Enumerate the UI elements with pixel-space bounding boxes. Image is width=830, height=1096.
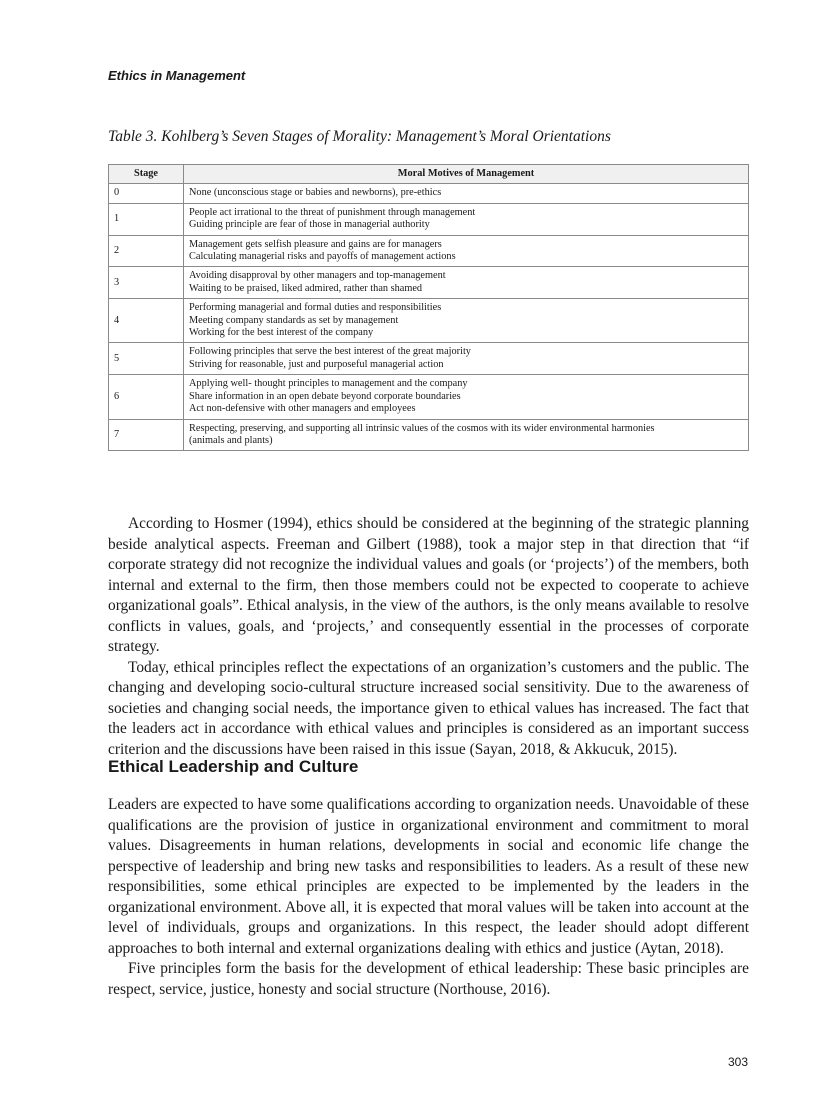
motives-cell	[184, 184, 749, 203]
stage-cell: 6	[109, 375, 184, 419]
table-header-row	[109, 165, 749, 184]
paragraph: Leaders are expected to have some qualifications according to organization needs. Unavoidable of these qualifications are the provision of justice in organizational environment and commitment to moral values. Disagreements in human relations, developments in social and economic life change the perspective of leadership and bring new tasks and responsibilities to leaders. As a result of these new responsibilities, some ethical principles are expected to be implemented by the leaders in the organizational environment. Above all, it is expected that moral values will be taken into account at the level of individuals, groups and organizations. In this respect, the leader should adopt different approaches to both internal and external organizations dealing with ethics and justice (Aytan, 2018).	[108, 796, 749, 957]
motive-line: None (unconscious stage or babies and newborns), pre-ethics	[189, 187, 442, 199]
motives-cell	[184, 267, 749, 299]
stage-cell: 5	[109, 343, 184, 375]
motive-line: Working for the best interest of the company	[189, 327, 374, 339]
paragraph: Today, ethical principles reflect the expectations of an organization’s customers and the public. The changing and developing socio-cultural structure increased social sensitivity. Due to the awareness of societies and changing social needs, the importance given to ethical values has increased. The fact that the leaders act in accordance with ethical values and principles is considered as an important success criterion and the discussions have been raised in this issue (Sayan, 2018, & Akkucuk, 2015).	[108, 658, 749, 759]
page-number: 303	[727, 1055, 748, 1069]
motive-line: Following principles that serve the best interest of the great majority	[189, 346, 471, 358]
table-caption: Table 3. Kohlberg’s Seven Stages of Morality: Management’s Moral Orientations	[108, 128, 611, 145]
motive-line: People act irrational to the threat of punishment through management	[189, 206, 476, 218]
motives-cell	[184, 419, 749, 451]
table-row	[109, 419, 749, 451]
section-heading: Ethical Leadership and Culture	[108, 757, 359, 776]
stage-cell: 4	[109, 299, 184, 343]
motive-line: Guiding principle are fear of those in managerial authority	[189, 219, 430, 231]
table-row	[109, 299, 749, 343]
motives-cell	[184, 203, 749, 235]
motive-line: Performing managerial and formal duties and responsibilities	[189, 302, 442, 314]
stage-cell: 2	[109, 235, 184, 267]
motive-line: Waiting to be praised, liked admired, rather than shamed	[189, 282, 423, 294]
motives-cell	[184, 299, 749, 343]
stage-cell: 1	[109, 203, 184, 235]
motive-line: (animals and plants)	[189, 434, 273, 446]
paragraph: Five principles form the basis for the development of ethical leadership: These basic principles are respect, service, justice, honesty and social structure (Northouse, 2016).	[108, 960, 749, 998]
motive-line: Calculating managerial risks and payoffs of management actions	[189, 251, 456, 263]
table-row	[109, 203, 749, 235]
table-row	[109, 375, 749, 419]
table-row	[109, 343, 749, 375]
motive-line: Share information in an open debate beyond corporate boundaries	[189, 390, 461, 402]
header-stage: Stage	[109, 165, 184, 184]
table-row	[109, 267, 749, 299]
body-section-1	[108, 514, 749, 761]
motive-line: Avoiding disapproval by other managers and top-management	[189, 270, 446, 282]
motive-line: Respecting, preserving, and supporting all intrinsic values of the cosmos with its wider environmental harmonies	[189, 422, 655, 434]
motive-line: Meeting company standards as set by management	[189, 314, 399, 326]
stages-table	[108, 164, 749, 451]
header-motives: Moral Motives of Management	[184, 165, 749, 184]
table-row	[109, 235, 749, 267]
motive-line: Applying well- thought principles to management and the company	[189, 378, 468, 390]
stage-cell: 7	[109, 419, 184, 451]
motive-line: Act non-defensive with other managers and employees	[189, 403, 416, 415]
motives-cell	[184, 343, 749, 375]
table-row	[109, 184, 749, 203]
body-section-2	[108, 795, 749, 1000]
stage-cell: 3	[109, 267, 184, 299]
motive-line: Striving for reasonable, just and purposeful managerial action	[189, 358, 444, 370]
stage-cell: 0	[109, 184, 184, 203]
running-head: Ethics in Management	[108, 68, 246, 83]
motives-cell	[184, 375, 749, 419]
paragraph: According to Hosmer (1994), ethics should be considered at the beginning of the strategic planning beside analytical aspects. Freeman and Gilbert (1988), took a major step in that direction that “if corporate strategy did not recognize the individual values and goals (or ‘projects’) of the members, both internal and external to the firm, then those members could not be expected to cooperate to achieve organizational goals”. Ethical analysis, in the view of the authors, is the only means available to resolve conflicts in values, goals, and ‘projects,’ and consequently essential in the processes of corporate strategy.	[108, 515, 749, 656]
motive-line: Management gets selfish pleasure and gains are for managers	[189, 238, 442, 250]
motives-cell	[184, 235, 749, 267]
